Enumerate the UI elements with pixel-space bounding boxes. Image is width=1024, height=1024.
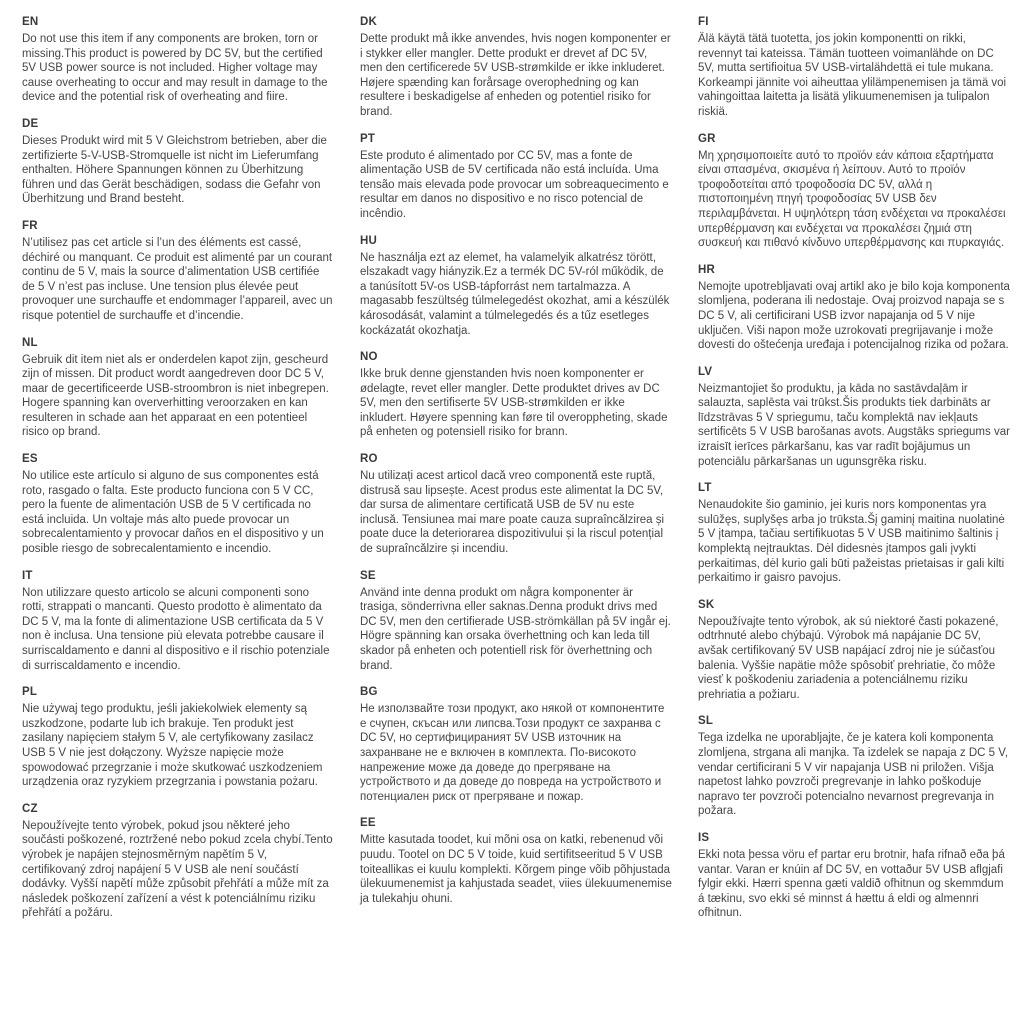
language-code-label: NL [22,336,38,349]
notice-column-2 [360,16,672,934]
notice-column-1 [22,16,334,934]
language-notice-text: Nenaudokite šio gaminio, jei kuris nors komponentas yra sulūžęs, suplyšęs arba jo trūksta.Šį gaminį maitina nuolatinė 5 V įtampa, tačiau sertifikuotas 5 V USB maitinimo šaltinis į komplektą neįtrauktas. Dėl didesnės įtampos gali įvykti perkaitimas, dėl kurio gali būti pažeistas prietaisas ir gali kilti perkaitimo ir gaisro pavojus. [698,499,1005,585]
language-code-label: DK [360,16,378,28]
language-notice-text: No utilice este artículo si alguno de sus componentes está roto, rasgado o falta. Este producto funciona con 5 V CC, pero la fuente de alimentación USB de 5 V certificada no está incluida. Un voltaje más alto puede provocar un sobrecalentamiento y provocar daños en el dispositivo y un posible riesgo de sobrecalentamiento e incendio. [22,470,324,556]
language-code-label: FI [698,16,709,28]
language-notice-text: Älä käytä tätä tuotetta, jos jokin komponentti on rikki, revennyt tai kateissa. Tämän tuotteen voimanlähde on DC 5V, mutta sertifioitua 5V USB-virtalähdettä ei tule mukana. Korkeampi jännite voi aiheuttaa ylilämpenemisen ja tämä voi vahingoittaa laitetta ja lisätä ylikuumenemisen ja tulipalon riskiä. [698,33,1007,118]
language-section-no [360,351,672,440]
language-code-label: FR [22,219,38,232]
language-notice-text: Do not use this item if any components are broken, torn or missing.This product is powered by DC 5V, but the certified 5V USB power source is not included. Higher voltage may cause overheating to occur and may result in damage to the device and the potential risk of overheating and fiire. [22,33,328,104]
language-section-pl [22,686,334,790]
language-section-sk [698,599,1010,703]
language-code-label: ES [22,453,38,466]
language-section-en [22,16,334,105]
language-notice-text: Dette produkt må ikke anvendes, hvis nogen komponenter er i stykker eller mangler. Dette produkt er drevet af DC 5V, men den certificerede 5V USB-strømkilde er ikke inkluderet. Højere spænding kan forårsage overophedning og kan resultere i beskadigelse af enheden og potentiel risiko for brand. [360,33,671,118]
language-code-label: EE [360,817,376,830]
language-notice-text: Non utilizzare questo articolo se alcuni componenti sono rotti, strappati o mancanti. Questo prodotto è alimentato da DC 5 V, ma la fonte di alimentazione USB certificata da 5 V non è inclusa. Una tensione più elevata potrebbe causare il surriscaldamento e danni al dispositivo e il rischio potenziale di surriscaldamento e incendio. [22,586,330,672]
language-code-label: NO [360,351,378,364]
language-notice-text: Mitte kasutada toodet, kui mõni osa on katki, rebenenud või puudu. Tootel on DC 5 V toide, kuid sertifitseeritud 5 V USB toiteallikas ei kuulu komplekti. Kõrgem pinge võib põhjustada ülekuumenemist ja kahjustada seadet, viies ülekuumenemise ja tulekahju ohuni. [360,834,672,905]
language-code-label: SE [360,569,376,582]
language-notice-text: Ekki nota þessa vöru ef partar eru brotnir, hafa rifnað eða þá vantar. Varan er knúin af DC 5V, en vottaður 5V USB aflgjafi fylgir ekki. Hærri spenna gæti valdið ofhitnun og skemmdum á tækinu, svo ekki sé minnst á hættu á eldi og almennri ofhitnun. [698,848,1005,920]
language-section-bg [360,686,672,804]
language-section-nl [22,337,334,441]
language-notice-text: Dieses Produkt wird mit 5 V Gleichstrom betrieben, aber die zertifizierte 5-V-USB-Stromquelle ist nicht im Lieferumfang enthalten. Höhere Spannungen können zu Überhitzung führen und das Gerät beschädigen, sodass die Gefahr von Überhitzung und Brand besteht. [22,134,327,206]
language-section-fr [22,220,334,324]
language-notice-text: Не използвайте този продукт, ако някой от компонентите е счупен, скъсан или липсва.Този продукт се захранва с DC 5V, но сертифицираният 5V USB източник на захранване не е включен в комплекта. По-високото напрежение може да доведе до прегряване на устройството и да доведе до повреда на устройството и потенциален риск от прегряване и пожар. [360,703,665,803]
language-section-gr [698,133,1010,251]
language-section-lv [698,366,1010,470]
language-code-label: CZ [22,802,38,815]
language-notice-text: Μη χρησιμοποιείτε αυτό το προϊόν εάν κάποια εξαρτήματα είναι σπασμένα, σκισμένα ή λείπουν. Αυτό το προϊόν τροφοδοτείται από τροφοδοσία DC 5V, αλλά η πιστοποιημένη πηγή τροφοδοσίας 5V USB δεν περιλαμβάνεται. Η υψηλότερη τάση ενδέχεται να προκαλέσει υπερθέρμανση και ενδέχεται να προκαλέσει ζημιά στη συσκευή και πιθανό κίνδυνο υπερθέρμανσης και πυρκαγιάς. [698,149,1006,250]
language-notice-text: Tega izdelka ne uporabljajte, če je katera koli komponenta zlomljena, strgana ali manjka. Ta izdelek se napaja z DC 5 V, vendar certificirani 5 V vir napajanja USB ni priložen. Višja napetost lahko povzroči pregrevanje in lahko poškoduje napravo ter povzroči potencialno nevarnost pregrevanja in požara. [698,732,1009,818]
language-section-it [22,570,334,674]
language-notice-text: Neizmantojiet šo produktu, ja kāda no sastāvdaļām ir salauzta, saplēsta vai trūkst.Šis produkts tiek darbināts ar līdzstrāvas 5 V spriegumu, taču komplektā nav iekļauts sertificēts 5 V USB barošanas avots. Augstāks spriegums var izraisīt ierīces pārkaršanu, kas var radīt bojājumus un potenciālu pārkaršanas un ugunsgrēka risku. [698,382,1010,468]
language-code-label: EN [22,16,39,28]
language-section-dk [360,16,672,120]
language-section-ee [360,817,672,906]
language-code-label: LV [698,365,713,378]
language-notice-text: Nemojte upotrebljavati ovaj artikl ako je bilo koja komponenta slomljena, poderana ili nedostaje. Ovaj proizvod napaja se s DC 5 V, ali certificirani USB izvor napajanja od 5 V nije uključen. Viši napon može uzrokovati pregrijavanje i može dovesti do oštećenja uređaja i potencijalnog rizika od požara. [698,280,1010,352]
language-code-label: PL [22,686,38,699]
language-code-label: DE [22,117,39,130]
language-code-label: HR [698,263,716,276]
language-code-label: HU [360,234,378,247]
notice-column-3 [698,16,1010,934]
language-section-de [22,118,334,207]
language-notice-text: Este produto é alimentado por CC 5V, mas a fonte de alimentação USB de 5V certificada não está incluída. Uma tensão mais elevada pode provocar um sobreaquecimento e resultar em danos no dispositivo e no risco potencial de incêndio. [360,149,669,220]
language-section-is [698,832,1010,921]
language-section-hu [360,235,672,339]
language-code-label: RO [360,453,378,466]
language-notice-text: Gebruik dit item niet als er onderdelen kapot zijn, gescheurd zijn of missen. Dit product wordt aangedreven door DC 5 V, maar de gecertificeerde USB-stroombron is niet inbegrepen. Hogere spanning kan oververhitting veroorzaken en kan resulteren in schade aan het apparaat en een potentieel risico op brand. [22,353,329,439]
language-notice-text: Ikke bruk denne gjenstanden hvis noen komponenter er ødelagte, revet eller mangler. Dette produktet drives av DC 5V, men den sertifiserte 5V USB-strømkilden er ikke inkludert. Høyere spenning kan føre til overoppheting, skade på enheten og potensiell risiko for brann. [360,368,668,439]
language-code-label: GR [698,132,716,145]
language-section-es [22,453,334,557]
language-notice-text: Använd inte denna produkt om några komponenter är trasiga, sönderrivna eller saknas.Denna produkt drivs med DC 5V, men den certifierade USB-strömkällan på 5V ingår ej. Högre spänning kan orsaka överhettning och kan leda till skador på enheten och potentiell risk för överhettning och brand. [360,586,671,672]
language-code-label: IT [22,569,33,582]
language-notice-text: Nu utilizați acest articol dacă vreo componentă este ruptă, distrusă sau lipsește. Acest produs este alimentat la DC 5V, dar sursa de alimentare certificată USB de 5V nu este inclusă. Tensiunea mai mare poate cauza supraîncălzirea și poate duce la deteriorarea dispozitivului și la riscul potențial de supraîncălzire și incendiu. [360,470,665,556]
language-section-se [360,570,672,674]
language-notice-text: Nepoužívajte tento výrobok, ak sú niektoré časti pokazené, odtrhnuté alebo chýbajú. Výrobok má napájanie DC 5V, avšak certifikovaný 5V USB napájací zdroj nie je súčasťou balenia. Vyššie napätie môže spôsobiť prehriatie, čo môže viesť k poškodeniu zariadenia a potenciálnemu riziku prehriatia a požiaru. [698,615,999,701]
language-code-label: SK [698,598,715,611]
language-section-fi [698,16,1010,120]
language-code-label: SL [698,715,714,728]
language-section-pt [360,133,672,222]
language-section-sl [698,715,1010,819]
language-code-label: PT [360,132,376,145]
language-section-lt [698,482,1010,586]
language-code-label: IS [698,831,710,844]
language-section-ro [360,453,672,557]
language-notice-text: Nie używaj tego produktu, jeśli jakiekolwiek elementy są uszkodzone, podarte lub ich brakuje. Ten produkt jest zasilany napięciem stałym 5 V, ale certyfikowany zasilacz USB 5 V nie jest dołączony. Wyższe napięcie może spowodować przegrzanie i może skutkować uszkodzeniem urządzenia oraz ryzykiem przegrzania i powstania pożaru. [22,703,323,789]
language-notice-text: N’utilisez pas cet article si l’un des éléments est cassé, déchiré ou manquant. Ce produit est alimenté par un courant continu de 5 V, mais la source d’alimentation USB certifiée de 5 V n’est pas incluse. Une tension plus élevée peut provoquer une surchauffe et endommager l’appareil, avec un risque potentiel de surchauffe et d’incendie. [22,236,333,322]
language-section-cz [22,803,334,921]
language-section-hr [698,264,1010,353]
language-code-label: BG [360,686,378,699]
language-notice-text: Ne használja ezt az elemet, ha valamelyik alkatrész törött, elszakadt vagy hiányzik.Ez a termék DC 5V-ról működik, de a tanúsított 5V-os USB-tápforrást nem tartalmazza. A magasabb feszültség túlmelegedést okozhat, ami a készülék károsodását, valamint a túlmelegedés és a tűz esetleges kockázatát okozhatja. [360,251,670,337]
language-code-label: LT [698,482,712,495]
language-notice-text: Nepoužívejte tento výrobek, pokud jsou některé jeho součásti poškozené, roztržené nebo pokud zcela chybí.Tento výrobek je napájen stejnosměrným napětím 5 V, certifikovaný zdroj napájení 5 V USB ale není součástí dodávky. Vyšší napětí může způsobit přehřátí a může mít za následek poškození zařízení a vést k potenciálnímu riziku přehřátí a požáru. [22,819,333,920]
